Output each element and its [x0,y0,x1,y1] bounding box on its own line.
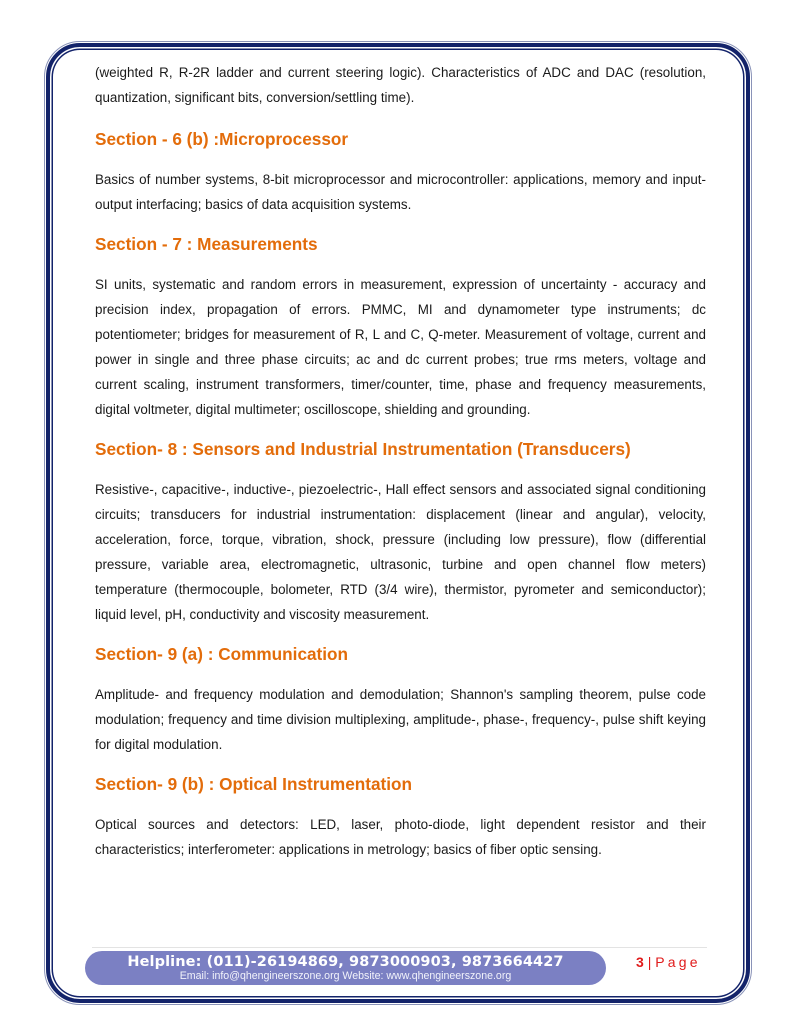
page-separator: | [647,954,652,970]
helpline-numbers: Helpline: (011)-26194869, 9873000903, 9873664427 [127,954,564,970]
section-text-6b: Basics of number systems, 8-bit microprocessor and microcontroller: applications, memory and input-output interfacing; basics of data acquisition systems. [95,172,706,212]
helpline-banner [85,951,606,985]
section-text-8: Resistive-, capacitive-, inductive-, piezoelectric-, Hall effect sensors and associated signal conditioning circuits; transducers for industrial instrumentation: displacement (linear and angular), velocity, acceleration, force, torque, vibration, shock, pressure (including low pressure), flow (differential pressure, variable area, electromagnetic, ultrasonic, turbine and open channel flow meters) temperature (thermocouple, bolometer, RTD (3/4 wire), thermistor, pyrometer and semiconductor); liquid level, pH, conductivity and viscosity measurement. [95,482,706,622]
page-label: Page [655,954,701,970]
footer-divider [92,947,707,948]
section-heading-8: Section- 8 : Sensors and Industrial Instrumentation (Transducers) [95,439,631,459]
section-text-9b: Optical sources and detectors: LED, laser, photo-diode, light dependent resistor and their characteristics; interferometer: applications in metrology; basics of fiber optic sensing. [95,817,706,857]
page-number [636,953,701,971]
intro-paragraph: (weighted R, R-2R ladder and current steering logic). Characteristics of ADC and DAC (resolution, quantization, significant bits, conversion/settling time). [95,65,706,105]
contact-info: Email: info@qhengineerszone.org Website: www.qhengineerszone.org [179,970,512,982]
section-text-9a: Amplitude- and frequency modulation and demodulation; Shannon's sampling theorem, pulse code modulation; frequency and time division multiplexing, amplitude-, phase-, frequency-, pulse shift keying for digital modulation. [95,687,706,752]
section-heading-9b: Section- 9 (b) : Optical Instrumentation [95,774,413,794]
section-text-7: SI units, systematic and random errors in measurement, expression of uncertainty - accuracy and precision index, propagation of errors. PMMC, MI and dynamometer type instruments; dc potentiometer; bridges for measurement of R, L and C, Q-meter. Measurement of voltage, current and power in single and three phase circuits; ac and dc current probes; true rms meters, voltage and current scaling, instrument transformers, timer/counter, time, phase and frequency measurements, digital voltmeter, digital multimeter; oscilloscope, shielding and grounding. [95,277,706,417]
page-content [95,60,706,862]
section-heading-9a: Section- 9 (a) : Communication [95,644,349,664]
section-heading-7: Section - 7 : Measurements [95,234,318,254]
section-heading-6b: Section - 6 (b) :Microprocessor [95,129,349,149]
page-number-value: 3 [636,954,644,970]
